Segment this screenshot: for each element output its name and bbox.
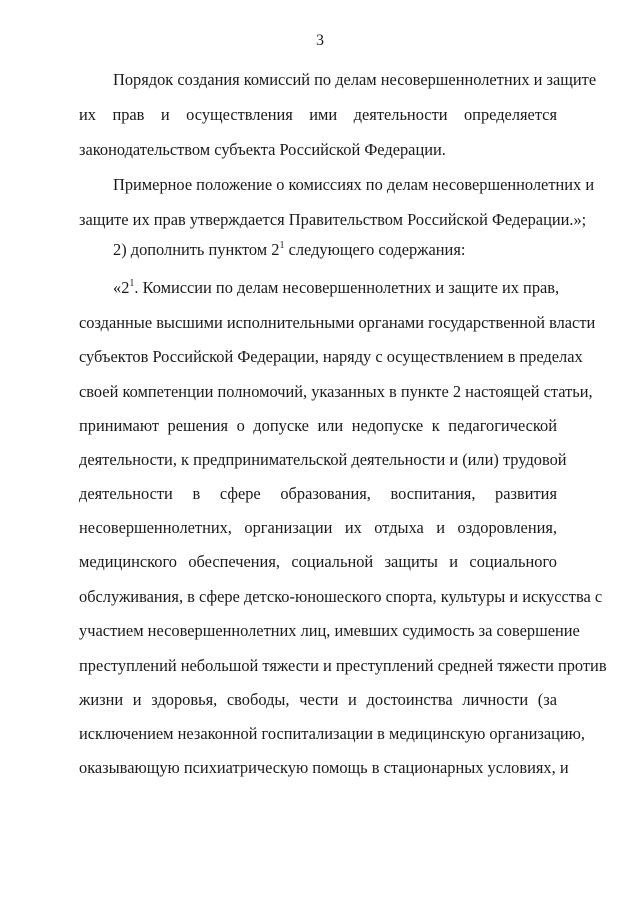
text-line: своей компетенции полномочий, указанных в пункте 2 настоящей статьи,	[79, 382, 593, 401]
text-line: преступлений небольшой тяжести и преступлений средней тяжести против	[79, 656, 607, 675]
text-line: участием несовершеннолетних лиц, имевших судимость за совершение	[79, 621, 580, 640]
text-fragment: 2) дополнить пунктом 2	[113, 240, 280, 259]
text-line: созданные высшими исполнительными органами государственной власти	[79, 313, 596, 332]
text-line: принимают решения о допуске или недопуске к педагогической	[79, 416, 557, 435]
text-fragment: «2	[113, 278, 130, 297]
text-line-with-superscript	[113, 277, 560, 298]
text-fragment: следующего содержания:	[284, 240, 466, 259]
text-line: законодательством субъекта Российской Федерации.	[79, 140, 446, 159]
text-fragment: . Комиссии по делам несовершеннолетних и защите их прав,	[134, 278, 560, 297]
text-line-with-superscript	[113, 240, 557, 260]
text-line: защите их прав утверждается Правительством Российской Федерации.»;	[79, 210, 587, 229]
text-line: деятельности в сфере образования, воспитания, развития	[79, 484, 557, 503]
text-line: субъектов Российской Федерации, наряду с осуществлением в пределах	[79, 347, 583, 366]
text-line: обслуживания, в сфере детско-юношеского спорта, культуры и искусства с	[79, 587, 603, 606]
text-line: несовершеннолетних, организации их отдыха и оздоровления,	[79, 518, 557, 537]
text-line: Порядок создания комиссий по делам несовершеннолетних и защите	[113, 70, 597, 89]
superscript: 1	[129, 277, 135, 289]
superscript: 1	[279, 239, 285, 251]
text-line: Примерное положение о комиссиях по делам несовершеннолетних и	[113, 175, 595, 194]
text-line: исключением незаконной госпитализации в медицинскую организацию,	[79, 724, 585, 743]
page-number: 3	[316, 32, 324, 49]
text-line: жизни и здоровья, свободы, чести и достоинства личности (за	[79, 690, 557, 709]
text-line: их прав и осуществления ими деятельности определяется	[79, 105, 557, 124]
text-line: оказывающую психиатрическую помощь в стационарных условиях, и	[79, 758, 569, 777]
text-line: медицинского обеспечения, социальной защиты и социального	[79, 552, 557, 571]
text-line: деятельности, к предпринимательской деятельности и (или) трудовой	[79, 450, 567, 469]
